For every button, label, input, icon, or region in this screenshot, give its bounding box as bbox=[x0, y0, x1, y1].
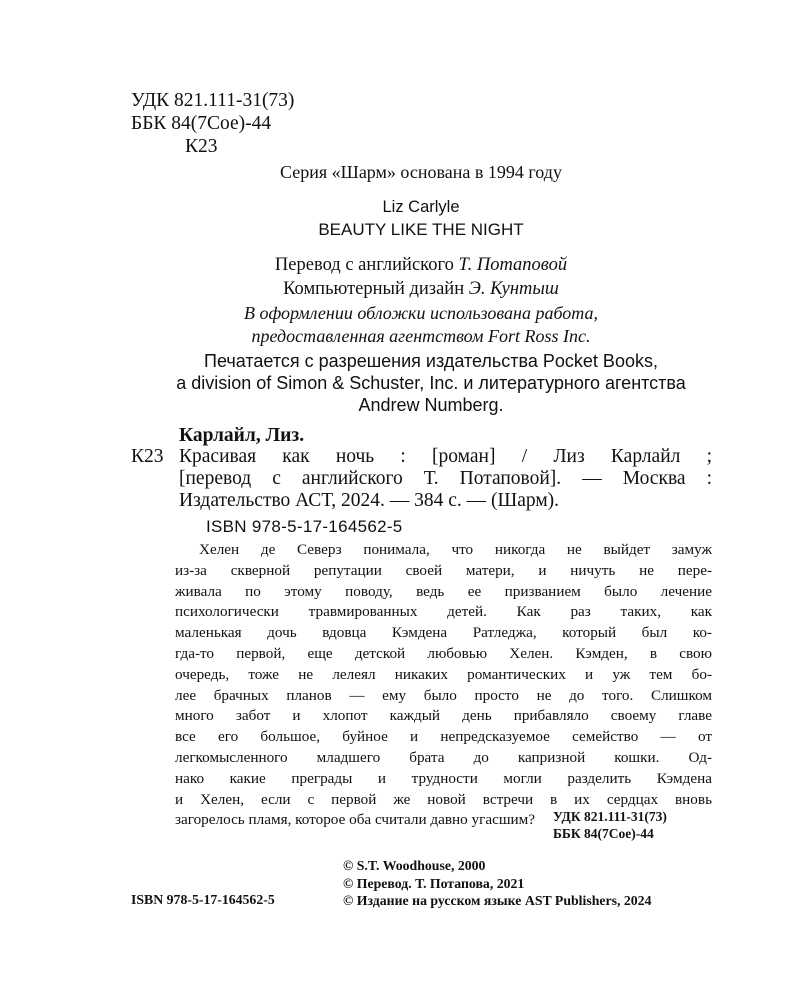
copyright-line: © Перевод. Т. Потапова, 2021 bbox=[343, 875, 525, 891]
copyright-line: © Издание на русском языке AST Publishers, 2024 bbox=[343, 893, 652, 908]
bbk-code: ББК 84(7Сое)-44 bbox=[131, 113, 272, 134]
annotation-paragraph bbox=[175, 540, 712, 831]
annotation-line: живала по этому поводу, ведь ее призванием было лечение bbox=[175, 582, 712, 600]
annotation-line: гда-то первой, еще детской любовью Хелен. Кэмден, в свою bbox=[175, 644, 712, 662]
isbn-bottom: ISBN 978-5-17-164562-5 bbox=[131, 892, 275, 907]
classification-small bbox=[553, 808, 667, 842]
original-title: BEAUTY LIKE THE NIGHT bbox=[318, 220, 524, 239]
permission-block bbox=[0, 350, 800, 416]
biblio-mark: К23 bbox=[131, 446, 164, 467]
annotation-line: из-за скверной репутации своей матери, и ничуть не пере- bbox=[175, 561, 712, 579]
annotation-line: психологически травмированных детей. Как раз таких, как bbox=[175, 603, 712, 621]
designer-name: Э. Кунтыш bbox=[468, 279, 559, 299]
isbn-main: ISBN 978-5-17-164562-5 bbox=[206, 517, 403, 536]
annotation-line: загорелось пламя, которое оба считали давно угасшим? bbox=[175, 811, 536, 829]
annotation-line: и Хелен, если с первой же новой встречи в их сердцах вновь bbox=[175, 790, 712, 808]
original-author: Liz Carlyle bbox=[382, 198, 460, 216]
copyright-block bbox=[343, 857, 651, 910]
annotation-line: лее брачных планов — ему было просто не до того. Слишком bbox=[175, 686, 712, 704]
credits-block bbox=[0, 253, 800, 301]
translation-credit bbox=[0, 253, 800, 277]
classification-codes bbox=[131, 89, 294, 158]
permission-line: Andrew Numberg. bbox=[358, 395, 504, 415]
translation-prefix: Перевод с английского bbox=[274, 255, 454, 275]
translator-name: Т. Потаповой bbox=[458, 255, 568, 275]
annotation-line: все его большое, буйное и непредсказуемое семейство — от bbox=[175, 728, 712, 746]
author-mark: К23 bbox=[185, 136, 218, 157]
udk-code: УДК 821.111-31(73) bbox=[131, 90, 295, 111]
annotation-line: Хелен де Северз понимала, что никогда не выйдет замуж bbox=[199, 541, 712, 558]
annotation-line: нако какие преграды и трудности могли разделить Кэмдена bbox=[175, 769, 712, 787]
permission-line: Печатается с разрешения издательства Pocket Books, bbox=[204, 351, 658, 371]
series-line: Серия «Шарм» основана в 1994 году bbox=[280, 162, 562, 182]
design-credit bbox=[0, 277, 800, 301]
biblio-author-heading: Карлайл, Лиз. bbox=[179, 425, 305, 446]
biblio-line: Издательство АСТ, 2024. — 384 с. — (Шарм). bbox=[179, 490, 560, 511]
cover-note-line: В оформлении обложки использована работа, bbox=[243, 303, 598, 323]
biblio-line: [перевод с английского Т. Потаповой]. — Москва : bbox=[179, 468, 712, 489]
design-prefix: Компьютерный дизайн bbox=[283, 279, 465, 299]
annotation-line: очередь, тоже не лелеял никаких романтических и уж тем бо- bbox=[175, 665, 712, 683]
udk-code-small: УДК 821.111-31(73) bbox=[553, 809, 667, 824]
copyright-line: © S.T. Woodhouse, 2000 bbox=[343, 858, 486, 873]
bbk-code-small: ББК 84(7Сое)-44 bbox=[553, 826, 654, 841]
annotation-line: легкомысленного младшего брата до капризной кошки. Од- bbox=[175, 748, 712, 766]
biblio-line: Красивая как ночь : [роман] / Лиз Карлайл ; bbox=[179, 446, 712, 467]
biblio-description bbox=[179, 446, 712, 512]
cover-note bbox=[0, 302, 800, 348]
annotation-line: много забот и хлопот каждый день прибавляло своему главе bbox=[175, 707, 712, 725]
annotation-line: маленькая дочь вдовца Кэмдена Ратледжа, который был ко- bbox=[175, 624, 712, 642]
permission-line: a division of Simon & Schuster, Inc. и литературного агентства bbox=[176, 373, 686, 393]
cover-note-line: предоставленная агентством Fort Ross Inc. bbox=[251, 326, 591, 346]
